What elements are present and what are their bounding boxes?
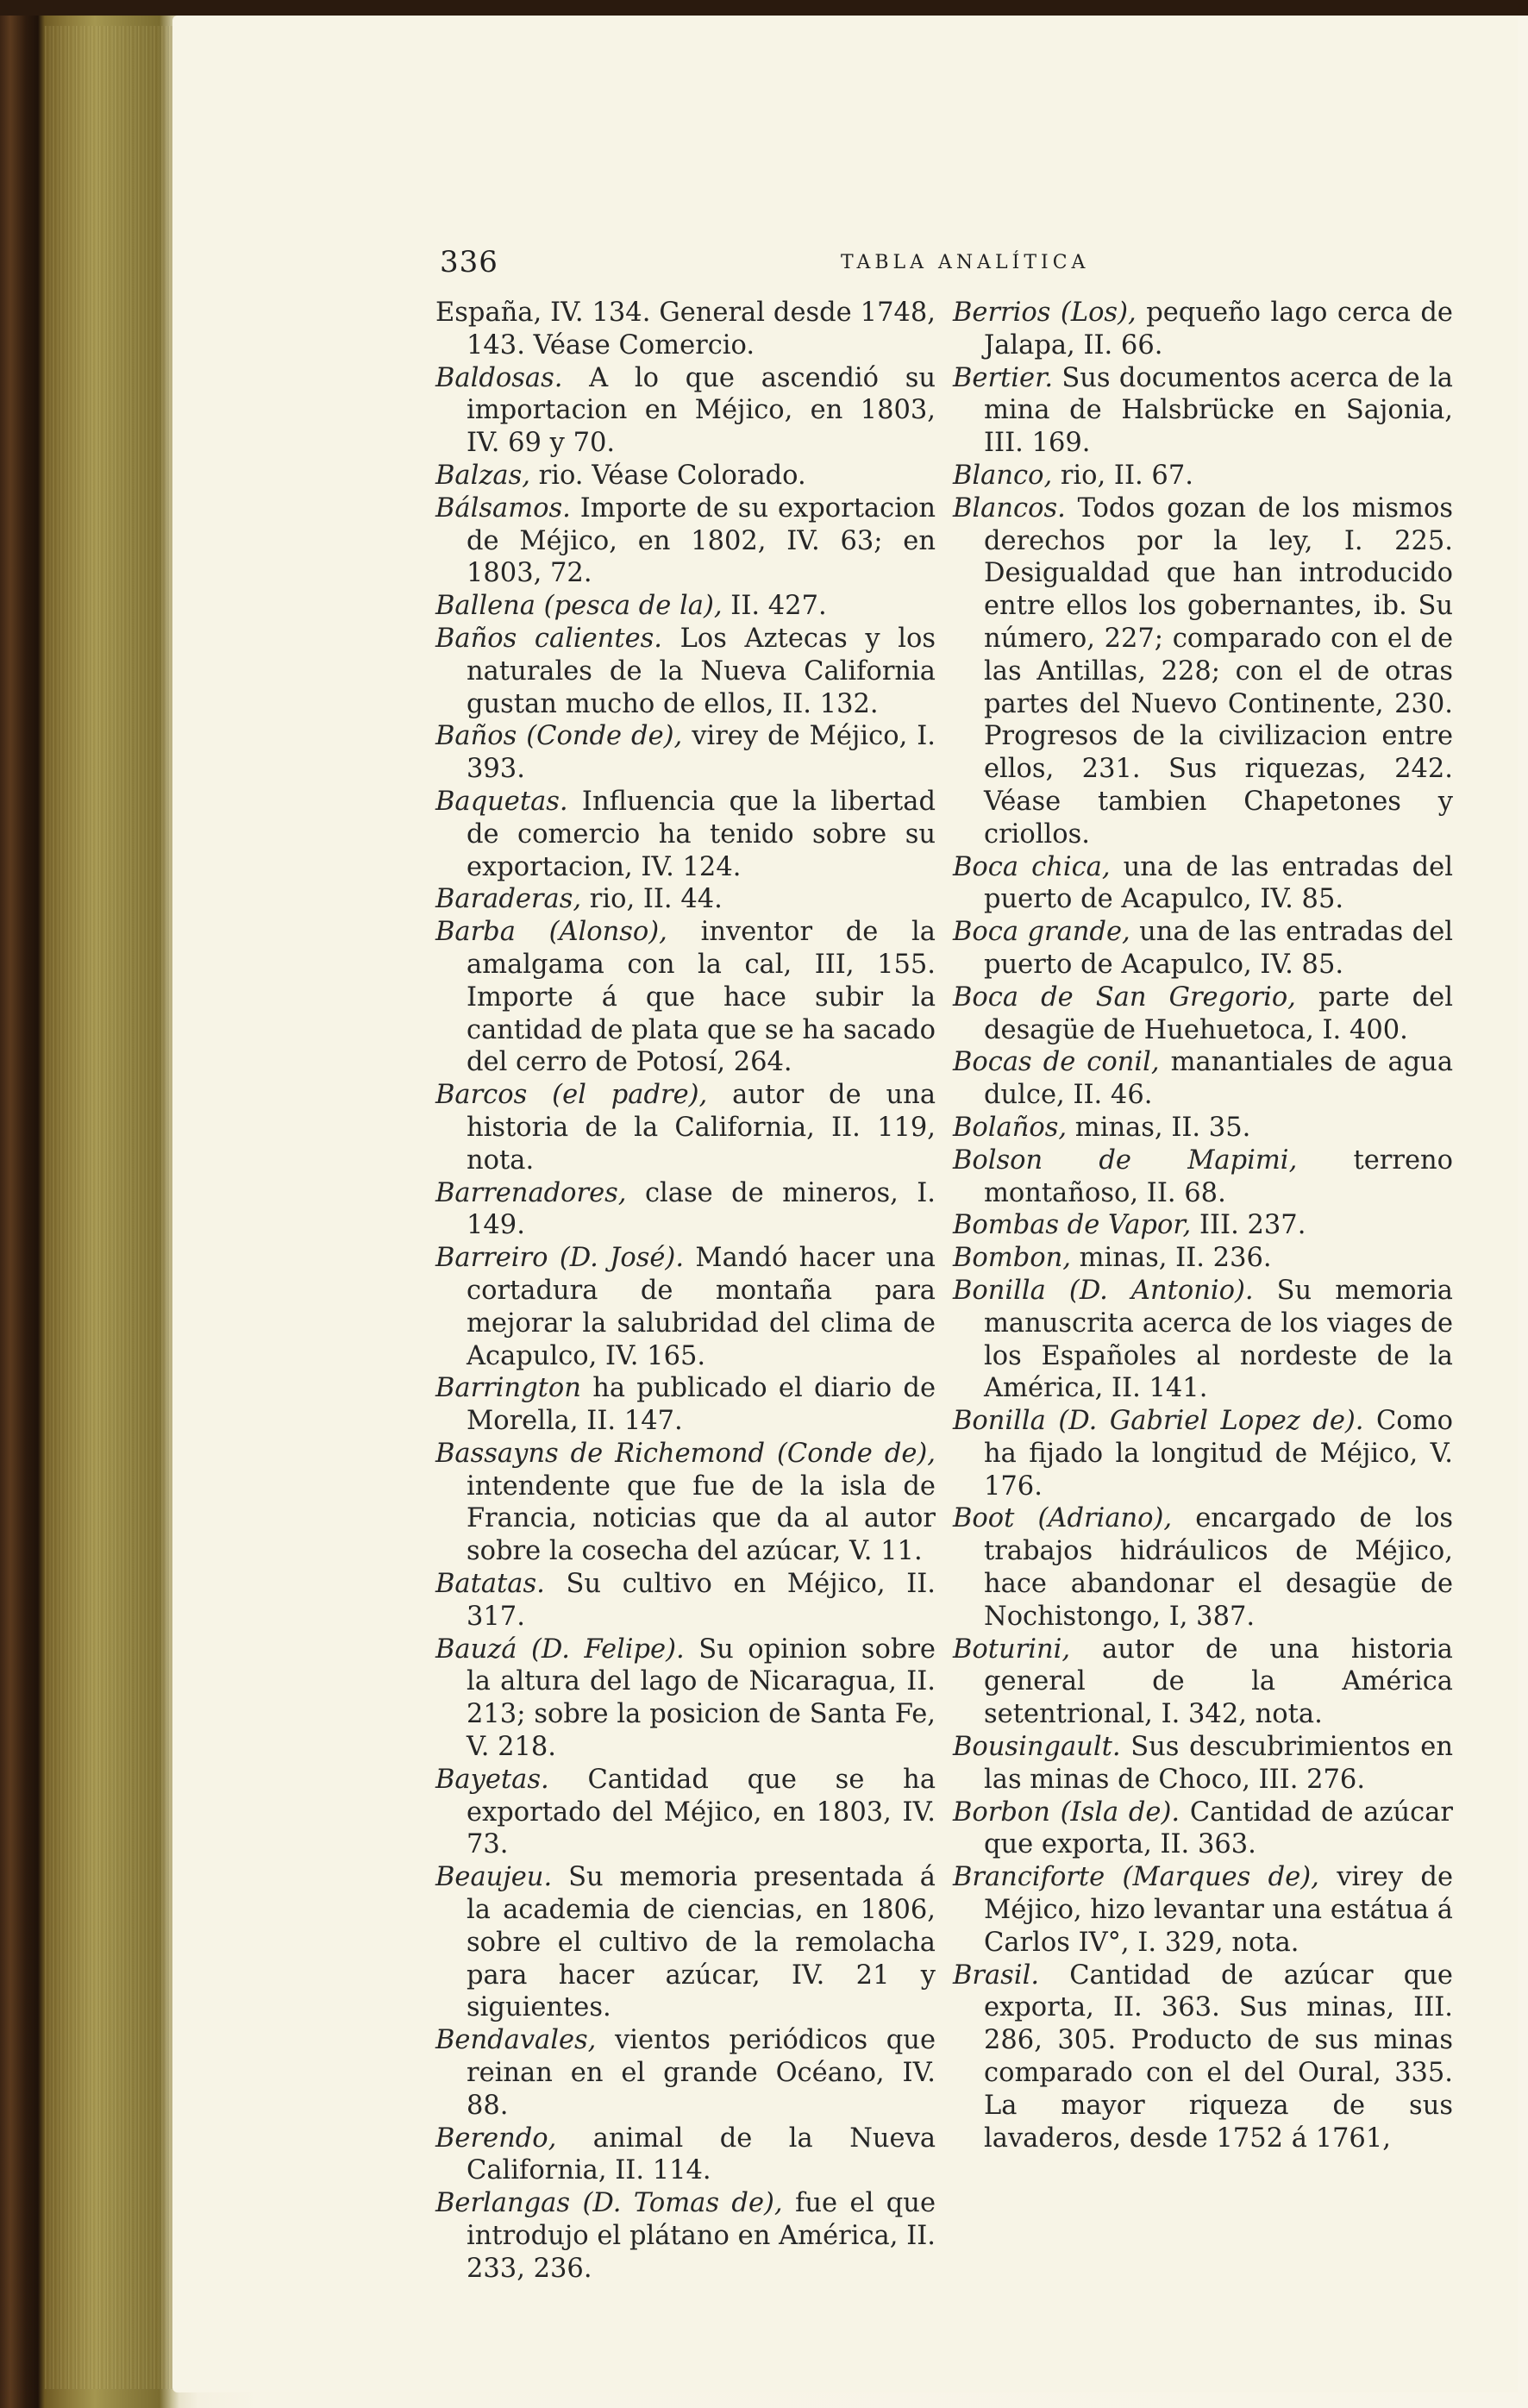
entry-term: Batatas. [435,1569,545,1600]
entry-text: autor de una historia de la California, II. 119, nota. [467,1080,936,1176]
entry-term: Borbon (Isla de). [953,1797,1180,1828]
index-entry [435,1372,936,1438]
entry-term: Baraderas, [435,884,582,915]
index-entry [435,1438,936,1568]
entry-text: intendente que fue de la isla de Francia, noticias que da al autor sobre la cosecha del azúcar, V. 11. [467,1471,936,1567]
entry-term: Baños (Conde de), [435,721,683,752]
entry-text: minas, II. 236. [1070,1243,1272,1274]
index-entry [435,883,936,916]
entry-term: Bolaños, [953,1112,1068,1143]
entry-term: Bonilla (D. Gabriel Lopez de). [953,1406,1364,1437]
entry-term: Barcos (el padre), [435,1080,708,1111]
entry-term: Bassayns de Richemond (Conde de), [435,1438,936,1469]
entry-text: una de las entradas del puerto de Acapulco, IV. 85. [984,851,1453,915]
entry-text: animal de la Nueva California, II. 114. [467,2123,936,2186]
index-entry [435,623,936,720]
index-entry [435,1568,936,1634]
entry-text: terreno montañoso, II. 68. [984,1144,1454,1208]
right-column [953,297,1453,2154]
index-entry [435,1177,936,1243]
entry-text: España, IV. 134. General desde 1748, 143. Véase Comercio. [435,298,936,361]
entry-text: pequeño lago cerca de Jalapa, II. 66. [984,298,1453,361]
index-entry [953,851,1453,917]
index-entry [953,1861,1453,1959]
entry-term: Bendavales, [435,2025,597,2056]
index-entry [953,1502,1453,1633]
entry-term: Balzas, [435,460,530,491]
entry-term: Baños calientes. [435,623,662,654]
entry-term: Berrios (Los), [953,298,1137,328]
gilt-page-edges [45,26,174,2389]
entry-text: ha publicado el diario de Morella, II. 147. [467,1373,936,1437]
entry-text: Cantidad que se ha exportado del Méjico, en 1803, IV. 73. [467,1764,936,1860]
index-entry [435,1861,936,2024]
entry-term: Barrenadores, [435,1177,627,1208]
index-entry [435,2123,936,2188]
entry-term: Baldosas. [435,362,563,393]
entry-term: Berlangas (D. Tomas de), [435,2188,783,2219]
entry-text: Todos gozan de los mismos derechos por la ley, I. 225. Desigualdad que han introducido entre ellos los gobernantes, ib. Su número, 227; comparado con el de las Antillas, 228; con el de otras partes del Nuevo Continente, 230. Progresos de la civilizacion entre ellos, 231. Sus riquezas, 242. Véase tambien Chapetones y criollos. [984,492,1453,850]
index-entry [953,1242,1453,1275]
book-top-edge [0,0,1528,16]
index-entry [435,720,936,786]
entry-text: Sus descubrimientos en las minas de Choco, III. 276. [984,1732,1453,1795]
entry-term: Bombas de Vapor, [953,1210,1192,1241]
entry-term: Barrington [435,1373,581,1404]
entry-term: Blancos. [953,492,1066,524]
entry-term: Branciforte (Marques de), [953,1862,1319,1893]
index-entry [435,786,936,883]
index-entry [953,1046,1453,1112]
entry-text: Su opinion sobre la altura del lago de Nicaragua, II. 213; sobre la posicion de Santa Fe, V. 218. [467,1634,936,1763]
index-entry [953,362,1453,460]
entry-text: Mandó hacer una cortadura de montaña para mejorar la salubridad del clima de Acapulco, IV. 165. [467,1243,936,1371]
entry-term: Blanco, [953,460,1053,491]
index-entry [435,297,936,362]
index-entry [953,1405,1453,1502]
entry-text: Cantidad de azúcar que exporta, II. 363. [984,1797,1454,1860]
entry-text: II. 427. [722,591,827,622]
entry-text: rio, II. 44. [581,884,723,915]
index-entry [953,916,1453,981]
entry-term: Bombon, [953,1243,1071,1274]
entry-text: una de las entradas del puerto de Acapulco, IV. 85. [984,917,1454,980]
entry-term: Barreiro (D. José). [435,1243,685,1274]
entry-term: Bálsamos. [435,492,571,524]
entry-text: Su cultivo en Méjico, II. 317. [467,1569,936,1632]
entry-term: Brasil. [953,1960,1040,1991]
index-entry [953,1634,1453,1731]
entry-text: A lo que ascendió su importacion en Méjico, en 1803, IV. 69 y 70. [467,362,936,459]
entry-text: rio, II. 67. [1052,460,1193,491]
entry-text: manantiales de agua dulce, II. 46. [984,1047,1454,1111]
index-entry [953,1275,1453,1405]
entry-text: inventor de la amalgama con la cal, III, 155. Importe á que hace subir la cantidad de plata que se ha sacado del cerro de Potosí, 264. [467,917,936,1078]
entry-term: Boturini, [953,1634,1071,1665]
index-entry [435,1764,936,1861]
entry-text: virey de Méjico, hizo levantar una estátua á Carlos IV°, I. 329, nota. [984,1862,1454,1958]
index-entry [435,362,936,460]
entry-term: Boca de San Gregorio, [953,981,1296,1013]
entry-text: Su memoria manuscrita acerca de los viages de los Españoles al nordeste de la América, II. 141. [984,1275,1453,1404]
index-entry [953,1209,1453,1242]
index-entry [953,1731,1453,1797]
entry-term: Bolson de Mapimi, [953,1144,1298,1176]
entry-text: Cantidad de azúcar que exporta, II. 363. Sus minas, III. 286, 305. Producto de sus minas comparado con el del Oural, 335. La mayor riqueza de sus lavaderos, desde 1752 á 1761, [984,1960,1453,2154]
index-entry [435,1634,936,1764]
index-entry [435,916,936,1079]
entry-text: Los Aztecas y los naturales de la Nueva California gustan mucho de ellos, II. 132. [467,623,936,719]
index-entry [953,492,1453,851]
entry-text: vientos periódicos que reinan en el grande Océano, IV. 88. [467,2025,936,2121]
entry-text: parte del desagüe de Huehuetoca, I. 400. [984,981,1453,1045]
entry-text: clase de mineros, I. 149. [467,1177,936,1241]
index-entry [435,2024,936,2122]
entry-term: Ballena (pesca de la), [435,591,723,622]
entry-term: Bonilla (D. Antonio). [953,1275,1254,1306]
entry-text: autor de una historia general de la América setentrional, I. 342, nota. [984,1634,1453,1730]
entry-term: Boot (Adriano), [953,1503,1173,1534]
entry-text: Influencia que la libertad de comercio ha tenido sobre su exportacion, IV. 124. [467,786,936,882]
entry-term: Beaujeu. [435,1862,553,1893]
entry-text: minas, II. 35. [1067,1112,1251,1143]
entry-text: III. 237. [1191,1210,1306,1241]
entry-text: Importe de su exportacion de Méjico, en 1802, IV. 63; en 1803, 72. [467,492,936,589]
entry-text: fue el que introdujo el plátano en América, II. 233, 236. [467,2188,936,2284]
index-entry [953,1797,1453,1862]
entry-term: Barba (Alonso), [435,917,667,948]
entry-term: Berendo, [435,2123,557,2154]
entry-text: Sus documentos acerca de la mina de Halsbrücke en Sajonia, III. 169. [984,362,1453,459]
entry-text: Su memoria presentada á la academia de ciencias, en 1806, sobre el cultivo de la remolacha para hacer azúcar, IV. 21 y siguientes. [467,1862,936,2023]
entry-term: Boca grande, [953,917,1130,948]
index-entry [953,1112,1453,1144]
index-entry [435,590,936,623]
index-entry [435,460,936,492]
entry-term: Bocas de conil, [953,1047,1160,1078]
entry-term: Bousingault. [953,1732,1121,1763]
index-entry [953,1960,1453,2155]
index-entry [435,492,936,590]
index-entry [953,460,1453,492]
entry-term: Bertier. [953,362,1054,393]
index-entry [435,1079,936,1176]
index-entry [435,1242,936,1372]
index-entry [953,297,1453,362]
running-title: TABLA ANALÍTICA [841,252,1090,273]
entry-term: Boca chica, [953,851,1111,882]
index-entry [953,981,1453,1047]
left-column [435,297,936,2286]
index-entry [953,1144,1453,1210]
entry-term: Baquetas. [435,786,568,817]
entry-term: Bayetas. [435,1764,549,1795]
page-number: 336 [440,245,498,279]
entry-text: encargado de los trabajos hidráulicos de Méjico, hace abandonar el desagüe de Nochistongo, I, 387. [984,1503,1453,1632]
entry-text: virey de Méjico, I. 393. [467,721,936,785]
entry-text: Como ha fijado la longitud de Méjico, V. 176. [984,1406,1453,1502]
running-head [440,245,1528,279]
index-entry [435,2187,936,2285]
entry-text: rio. Véase Colorado. [529,460,806,491]
entry-term: Bauzá (D. Felipe). [435,1634,685,1665]
